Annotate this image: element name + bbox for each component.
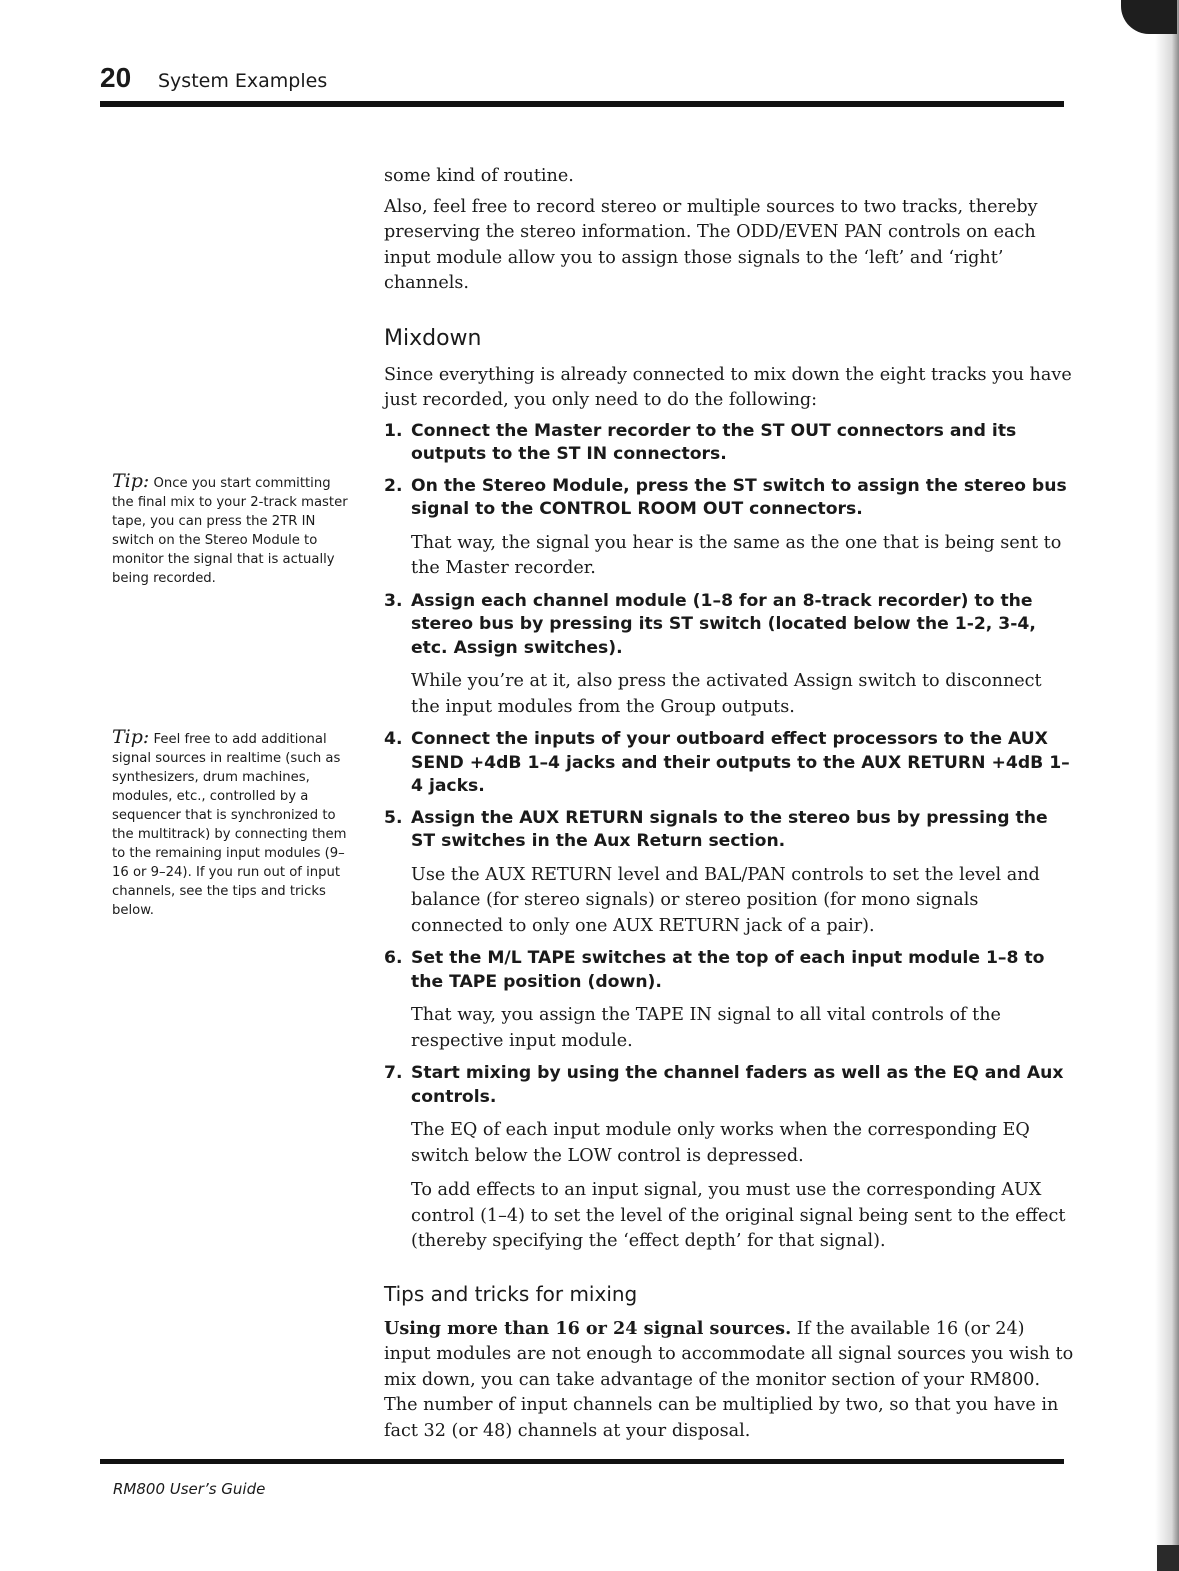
scan-edge-shadow <box>1155 0 1179 1571</box>
step-item <box>384 420 1074 467</box>
tips-lead: Using more than 16 or 24 signal sources. <box>384 1317 792 1339</box>
intro-paragraph: Also, feel free to record stereo or multiple sources to two tracks, thereby preserving the stereo information. The ODD/EVEN PAN controls on each input module allow you to assign those signals to the ‘left’ and ‘right’ channels. <box>384 196 1038 293</box>
tips-body: If the available 16 (or 24) input modules are not enough to accommodate all signal sources you wish to mix down, you can take advantage of the monitor section of your RM800. The number of input channels can be multiplied by two, so that you have in fact 32 (or 48) channels at your disposal. <box>384 1318 1074 1441</box>
step-instruction: Assign each channel module (1–8 for an 8-track recorder) to the stereo bus by pressing its ST switch (located below the 1-2, 3-4, etc. Assign switches). <box>411 590 1036 658</box>
tip-text: Once you start committing the final mix to your 2-track master tape, you can press the 2TR IN switch on the Stereo Module to monitor the signal that is actually being recorded. <box>112 476 348 586</box>
step-instruction: Assign the AUX RETURN signals to the stereo bus by pressing the ST switches in the Aux Return section. <box>411 807 1048 851</box>
step-explanation: That way, the signal you hear is the same as the one that is being sent to the Master recorder. <box>411 532 1062 578</box>
tips-heading: Tips and tricks for mixing <box>384 1281 638 1306</box>
step-item <box>384 728 1074 799</box>
step-number: 6. <box>384 948 403 968</box>
step-instruction: Set the M/L TAPE switches at the top of each input module 1–8 to the TAPE position (down). <box>411 948 1045 992</box>
step-instruction: Connect the inputs of your outboard effect processors to the AUX SEND +4dB 1–4 jacks and their outputs to the AUX RETURN +4dB 1–4 jacks. <box>411 729 1070 796</box>
step-number: 7. <box>384 1063 403 1083</box>
scan-corner-mark <box>1121 0 1177 34</box>
step-number: 3. <box>384 590 403 611</box>
step-number: 4. <box>384 729 403 749</box>
page-number: 20 <box>100 62 132 93</box>
step-number: 2. <box>384 475 403 496</box>
step-number: 5. <box>384 807 403 828</box>
mixdown-steps <box>384 420 1074 1255</box>
step-item <box>384 947 1074 1054</box>
step-item <box>384 807 1074 940</box>
step-explanation: Use the AUX RETURN level and BAL/PAN controls to set the level and balance (for stereo signals) or stereo position (for mono signals connected to only one AUX RETURN jack of a pair). <box>411 864 1040 936</box>
footer-rule <box>100 1459 1064 1464</box>
tip-label: Tip: <box>112 470 150 492</box>
tips-paragraph <box>384 1316 1074 1445</box>
tip-label: Tip: <box>112 726 150 748</box>
main-column <box>384 164 1074 1449</box>
scan-corner-mark-bottom <box>1157 1545 1179 1571</box>
tip-text: Feel free to add additional signal sources in realtime (such as synthesizers, drum machines, modules, etc., controlled by a sequencer that is synchronized to the multitrack) by connecting them to the remaining input modules (9–16 or 9–24). If you run out of input channels, see the tips and tricks below. <box>112 732 347 918</box>
step-explanation: To add effects to an input signal, you must use the corresponding AUX control (1–4) to set the level of the original signal being sent to the effect (thereby specifying the ‘effect depth’ for that signal). <box>411 1180 1066 1251</box>
mixdown-intro: Since everything is already connected to mix down the eight tracks you have just recorded, you only need to do the following: <box>384 364 1072 410</box>
mixdown-heading: Mixdown <box>384 325 482 351</box>
step-explanation: That way, you assign the TAPE IN signal to all vital controls of the respective input module. <box>411 1005 1001 1051</box>
tip-note-2 <box>112 728 348 920</box>
page-header <box>100 62 1064 106</box>
step-number: 1. <box>384 420 403 441</box>
step-item <box>384 590 1074 721</box>
intro-paragraph: some kind of routine. <box>384 166 574 186</box>
step-explanation: While you’re at it, also press the activated Assign switch to disconnect the input modules from the Group outputs. <box>411 671 1042 717</box>
step-item <box>384 475 1074 582</box>
step-instruction: Connect the Master recorder to the ST OUT connectors and its outputs to the ST IN connectors. <box>411 420 1017 464</box>
step-instruction: On the Stereo Module, press the ST switch to assign the stereo bus signal to the CONTROL ROOM OUT connectors. <box>411 475 1067 519</box>
step-instruction: Start mixing by using the channel faders as well as the EQ and Aux controls. <box>411 1063 1064 1107</box>
step-item <box>384 1062 1074 1255</box>
tip-note-1 <box>112 472 348 588</box>
section-title: System Examples <box>158 70 328 92</box>
page-footer: RM800 User’s Guide <box>113 1480 266 1498</box>
step-explanation: The EQ of each input module only works when the corresponding EQ switch below the LOW control is depressed. <box>411 1120 1030 1166</box>
header-rule <box>100 101 1064 107</box>
